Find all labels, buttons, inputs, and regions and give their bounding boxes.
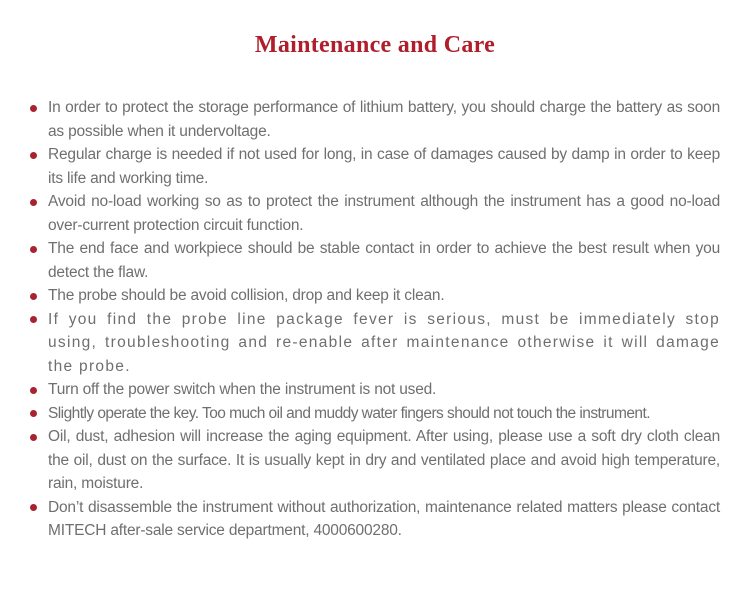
list-item — [30, 143, 720, 190]
list-item — [30, 284, 720, 308]
list-item-text: Slightly operate the key. Too much oil and muddy water fingers should not touch the instrument. — [48, 404, 650, 422]
list-item — [30, 237, 720, 284]
bullet-icon — [30, 316, 37, 323]
bullet-icon — [30, 199, 37, 206]
manual-page — [0, 31, 750, 610]
list-item — [30, 96, 720, 143]
bullet-icon — [30, 152, 37, 159]
list-item-text: Oil, dust, adhesion will increase the aging equipment. After using, please use a soft dry cloth clean the oil, dust on the surface. It is usually kept in dry and ventilated place and avoid high temperature, rain, moisture. — [48, 428, 720, 492]
list-item-text: Regular charge is needed if not used for long, in case of damages caused by damp in order to keep its life and working time. — [48, 146, 720, 187]
list-item-text: In order to protect the storage performance of lithium battery, you should charge the battery as soon as possible when it undervoltage. — [48, 99, 720, 140]
list-item — [30, 190, 720, 237]
maintenance-list — [30, 96, 720, 543]
list-item — [30, 425, 720, 496]
bullet-icon — [30, 434, 37, 441]
bullet-icon — [30, 504, 37, 511]
bullet-icon — [30, 246, 37, 253]
list-item — [30, 308, 720, 379]
list-item-text: Don’t disassemble the instrument without authorization, maintenance related matters please contact MITECH after-sale service department, 4000600280. — [48, 498, 720, 539]
page-title: Maintenance and Care — [254, 32, 496, 58]
bullet-icon — [30, 293, 37, 300]
bullet-icon — [30, 410, 37, 417]
bullet-icon — [30, 387, 37, 394]
list-item — [30, 378, 720, 402]
list-item-text: Avoid no-load working so as to protect the instrument although the instrument has a good no-load over-current protection circuit function. — [48, 193, 720, 234]
list-item — [30, 496, 720, 543]
list-item-text: The probe should be avoid collision, drop and keep it clean. — [48, 287, 445, 304]
list-item-text: Turn off the power switch when the instrument is not used. — [48, 381, 437, 398]
bullet-icon — [30, 105, 37, 112]
list-item-text: If you find the probe line package fever is serious, must be immediately stop using, troubleshooting and re-enable after maintenance otherwise it will damage the probe. — [48, 310, 720, 375]
list-item — [30, 402, 720, 426]
list-item-text: The end face and workpiece should be stable contact in order to achieve the best result when you detect the flaw. — [48, 240, 720, 281]
